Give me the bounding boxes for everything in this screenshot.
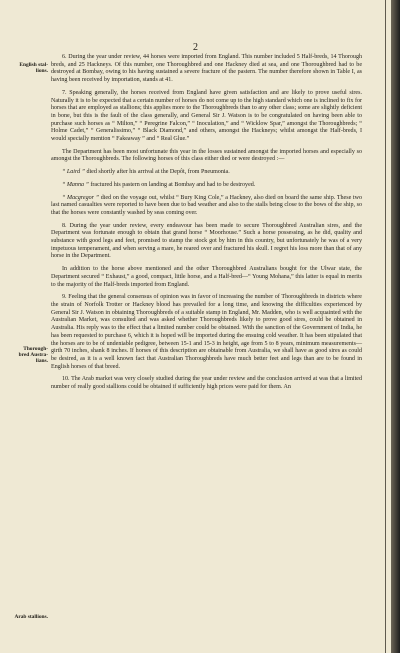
- loss-item-manna: “ Manna ” fractured his pastern on landing at Bombay and had to be destroyed.: [62, 181, 256, 188]
- sidenote-arab-stallions: Arab stallions.: [14, 614, 48, 620]
- sidenote-english-stallions: English stal- lions.: [19, 62, 48, 75]
- horse-name-manna: “ Manna ”: [62, 181, 89, 188]
- page-number: 2: [193, 42, 198, 53]
- loss-item-laird: “ Laird ” died shortly after his arrival at the Depôt, from Pneumonia.: [62, 169, 230, 176]
- paragraph-8: 8. During the year under review, every endeavour has been made to secure Thoroughbred Australian sires, and the Department was fortunate enough to obtain that grand horse “ Moorhouse.” Such a horse possessing, as he did, quality and substance with good legs and feet, promised to stamp the stock got by him in this country, but unfortunately he was of a very impetuous temperament, and when serving a mare, he reared over and fractured his skull. I regret his loss more than that of any horse in the Department.: [51, 222, 362, 260]
- paragraph-department-losses: The Department has been most unfortunate this year in the losses sustained amongst the imported horses and especially so amongst the Thoroughbreds. The following horses of this class either died or were destroyed :—: [51, 148, 362, 163]
- horse-name-macgregor: “ Macgregor ”: [62, 194, 100, 201]
- body-text: [51, 54, 362, 395]
- sidenote-thoroughbred-australians: Thorough- bred Austra- lians.: [18, 346, 48, 365]
- paragraph-6: 6. During the year under review, 44 horses were imported from England. This number included 5 Half-breds, 14 Thorough breds, and 25 Hackneys. Of this number, one Thoroughbred and one Hackney died at sea, and one Thoroughbred had to be destroyed at Bombay, owing to his having sustained a severe fracture of the pastern. The number therefore shown in Table I, as having been received by importation, stands at 41.: [51, 54, 362, 84]
- loss-item-macgregor: “ Macgregor ” died on the voyage out, whilst “ Bury King Cole,” a Hackney, also died on board the same ship. These two last named casualties were reported to have been due to bad weather and also to the stalls being close to the bows of the ship, so that the horses were constantly washed by seas coming over.: [51, 194, 362, 216]
- paragraph-9: 9. Feeling that the general consensus of opinion was in favor of increasing the number of Thoroughbreds in districts where the strain of Norfolk Trotter or Hackney blood has prevailed for a long time, and knowing the difficulties experienced by General Sir J. Watson in obtaining Thoroughbreds of a suitable stamp in England, Mr. Madden, who is well acquainted with the Australian Market, was consulted and was asked whether Thoroughbreds likely to prove good sires, could be obtained in Australia. His reply was to the effect that a limited number could be obtained. With the sanction of the Government of India, he has been requested to purchase 6, which it is hoped will be imported during the ensuing cold weather. It has been stipulated that the horses are to be of undeniable pedigree, between 15-1 and 15-3 in height, age from 5 to 8 years, minimum measurements—girth 70 inches, shank 8 inches. If horses of this description are obtainable from Australia, we shall have as good sires as could be desired, as it is a well known fact that Australian Thoroughbreds have much better feet and legs than are to be found in English horses of that breed.: [51, 294, 362, 370]
- horse-name-laird: “ Laird ”: [62, 169, 85, 176]
- paragraph-7: 7. Speaking generally, the horses received from England have given satisfaction and are likely to prove useful sires. Naturally it is to be expected that a certain number of horses do not come up to the high standard which one is inclined to fix for horses that are employed as stallions; this applies more to the Thoroughbreds than to any other class; some are slightly deficient in bone, but this is the fault of the class generally, and General Sir J. Watson is to be congratulated on having been able to purchase such horses as “ Milton,” “ Peregrine Falcon,” “ Inoculation,” and “ Wicklow Spar,” amongst the Thoroughbreds; “ Holme Cadet,” “ Generalissimo,” “ Black Diamond,” and others, amongst the Hackneys; whilst amongst the Half-breds, I would specially mention “ Fakeaway ” and “ Real Glue.”: [51, 89, 362, 143]
- page-border: [385, 0, 386, 653]
- scan-edge: [391, 0, 400, 653]
- paragraph-8-continued: In addition to the horse above mentioned and the other Thoroughbred Australians bought for the Ulwar state, the Department secured “ Exhaust,” a good, compact, little horse, and a Half-bred—“ Young Mohana,” this latter is equal in merits to the majority of the Half-breds imported from England.: [51, 266, 362, 288]
- paragraph-10: 10. The Arab market was very closely studied during the year under review and the conclusion arrived at was that a limited number of really good stallions could be obtained if sufficiently high prices were paid for them. An: [51, 376, 362, 391]
